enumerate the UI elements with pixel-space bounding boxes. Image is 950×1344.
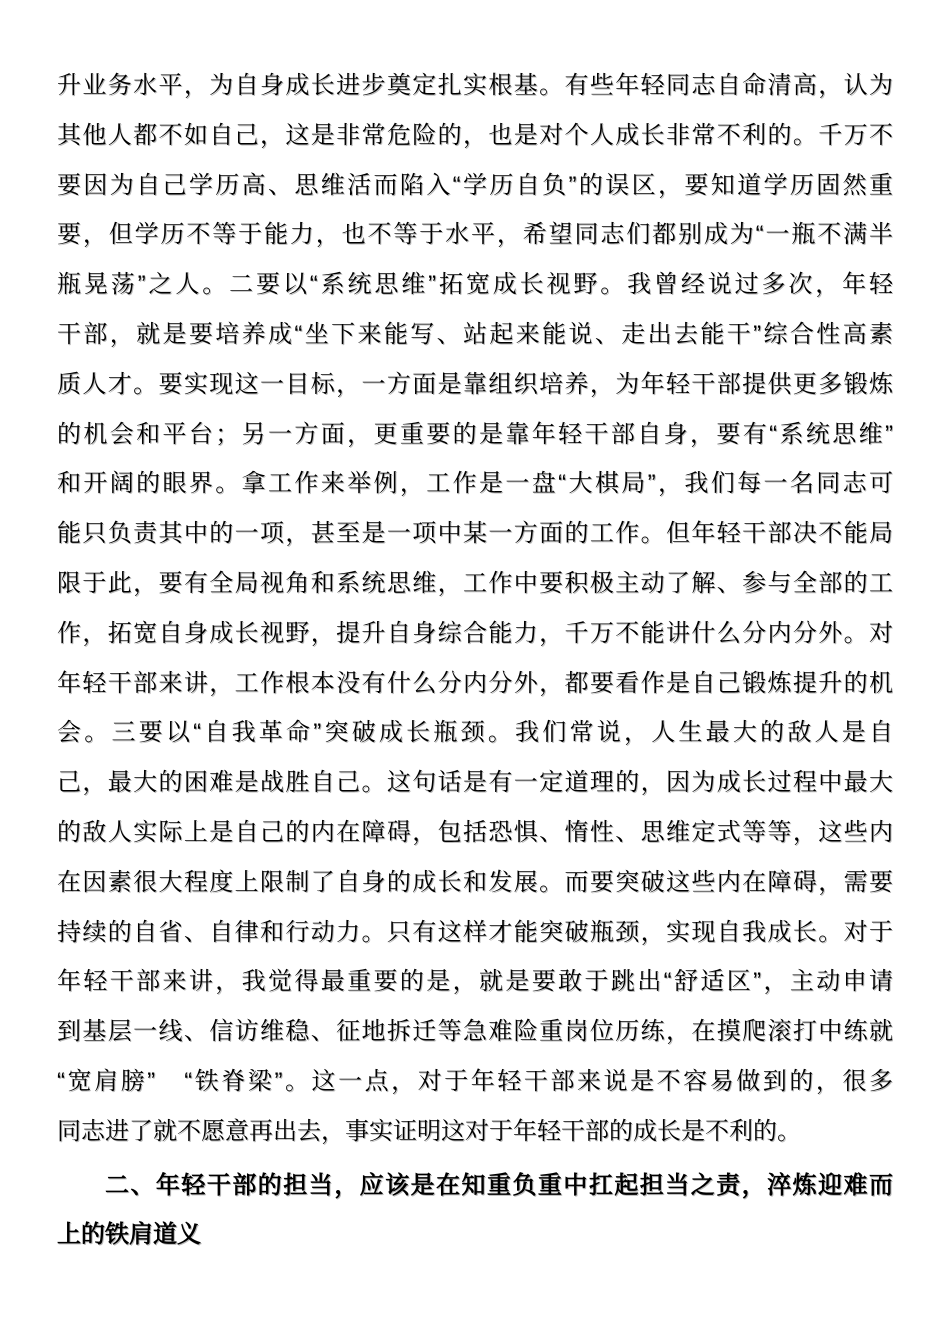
body-text-line: 限于此，要有全局视角和系统思维，工作中要积极主动了解、参与全部的工	[57, 569, 893, 597]
body-text-line: 作，拓宽自身成长视野，提升自身综合能力，千万不能讲什么分内分外。对	[57, 619, 893, 647]
body-text-line: 其他人都不如自己，这是非常危险的，也是对个人成长非常不利的。千万不	[57, 121, 893, 149]
body-text-line: 干部，就是要培养成“坐下来能写、站起来能说、走出去能干”综合性高素	[57, 320, 893, 348]
body-text-line: 要，但学历不等于能力，也不等于水平，希望同志们都别成为“一瓶不满半	[57, 221, 893, 249]
body-text-line: 在因素很大程度上限制了自身的成长和发展。而要突破这些内在障碍，需要	[57, 868, 893, 896]
body-text-line: 质人才。要实现这一目标，一方面是靠组织培养，为年轻干部提供更多锻炼	[57, 370, 893, 398]
body-text-line: 会。三要以“自我革命”突破成长瓶颈。我们常说，人生最大的敌人是自	[57, 719, 893, 747]
body-text-line: 瓶晃荡”之人。二要以“系统思维”拓宽成长视野。我曾经说过多次，年轻	[57, 271, 893, 299]
body-text-line: 和开阔的眼界。拿工作来举例，工作是一盘“大棋局”，我们每一名同志可	[57, 470, 893, 498]
body-text-line: 要因为自己学历高、思维活而陷入“学历自负”的误区，要知道学历固然重	[57, 171, 893, 199]
section-heading-line: 二、年轻干部的担当，应该是在知重负重中扛起担当之责，淬炼迎难而	[105, 1171, 893, 1199]
body-text-line: 年轻干部来讲，工作根本没有什么分内分外，都要看作是自己锻炼提升的机	[57, 669, 893, 697]
body-text-line: 的敌人实际上是自己的内在障碍，包括恐惧、惰性、思维定式等等，这些内	[57, 818, 893, 846]
body-text-line: 持续的自省、自律和行动力。只有这样才能突破瓶颈，实现自我成长。对于	[57, 918, 893, 946]
body-text-line: 到基层一线、信访维稳、征地拆迁等急难险重岗位历练，在摸爬滚打中练就	[57, 1018, 893, 1046]
body-text-line: “宽肩膀” “铁脊梁”。这一点，对于年轻干部来说是不容易做到的，很多	[57, 1067, 893, 1095]
body-text-line: 己，最大的困难是战胜自己。这句话是有一定道理的，因为成长过程中最大	[57, 769, 893, 797]
body-paragraph	[57, 61, 893, 1157]
section-heading	[57, 1161, 893, 1261]
body-text-line: 的机会和平台；另一方面，更重要的是靠年轻干部自身，要有“系统思维”	[57, 420, 893, 448]
body-text-line: 同志进了就不愿意再出去，事实证明这对于年轻干部的成长是不利的。	[57, 1117, 801, 1145]
section-heading-line: 上的铁肩道义	[57, 1221, 201, 1249]
body-text-line: 年轻干部来讲，我觉得最重要的是，就是要敢于跳出“舒适区”，主动申请	[57, 968, 893, 996]
body-text-line: 能只负责其中的一项，甚至是一项中某一方面的工作。但年轻干部决不能局	[57, 520, 893, 548]
body-text-line: 升业务水平，为自身成长进步奠定扎实根基。有些年轻同志自命清高，认为	[57, 72, 893, 99]
